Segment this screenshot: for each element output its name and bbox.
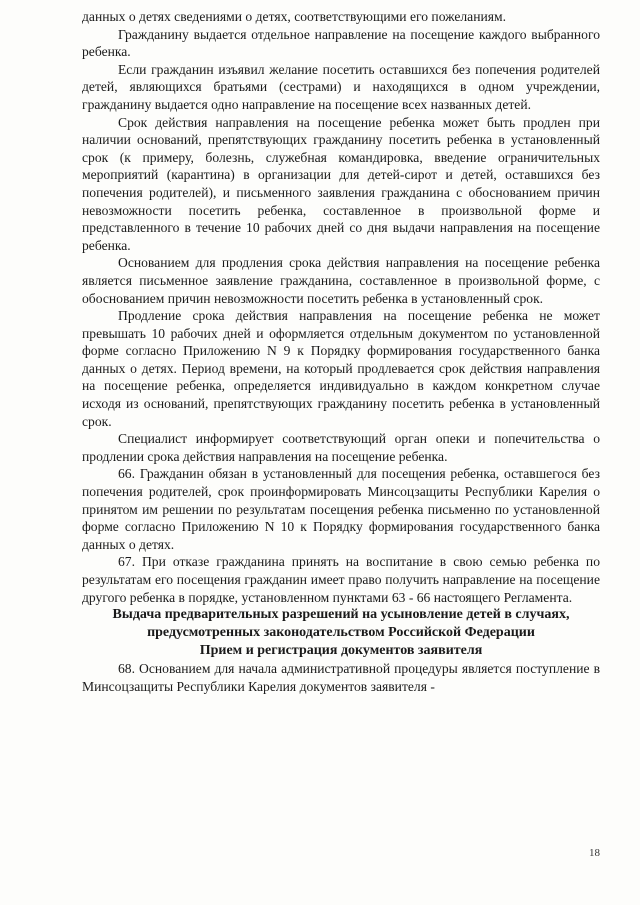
paragraph: Продление срока действия направления на посещение ребенка не может превышать 10 рабочих дней и оформляется отдельным документом по установленной форме согласно Приложению N 9 к Порядку формирования государственного банка данных о детях. Период времени, на который продлевается срок действия направления на посещение ребенка, определяется индивидуально в каждом конкретном случае исходя из оснований, препятствующих гражданину посетить ребенка в установленный срок.	[82, 308, 600, 429]
paragraph: Основанием для продления срока действия направления на посещение ребенка является письменное заявление гражданина, составленное в произвольной форме, с обоснованием причин невозможности посетить ребенка в установленный срок.	[82, 255, 600, 306]
paragraph: 67. При отказе гражданина принять на воспитание в свою семью ребенка по результатам его посещения гражданин имеет право получить направление на посещение другого ребенка в порядке, установленном пунктами 63 - 66 настоящего Регламента.	[82, 554, 600, 605]
paragraph: данных о детях сведениями о детях, соответствующими его пожеланиям.	[82, 9, 507, 24]
paragraph: 66. Гражданин обязан в установленный для посещения ребенка, оставшегося без попечения родителей, срок проинформировать Минсоцзащиты Республики Карелия о принятом им решении по результатам посещения ребенка письменно по установленной форме согласно Приложению N 10 к Порядку формирования государственного банка данных о детях.	[82, 466, 600, 552]
subsection-heading: Прием и регистрация документов заявителя	[199, 643, 483, 659]
page-number: 18	[589, 847, 600, 859]
document-body	[82, 8, 600, 695]
paragraph: Гражданину выдается отдельное направление на посещение каждого выбранного ребенка.	[82, 26, 600, 60]
paragraph: Срок действия направления на посещение ребенка может быть продлен при наличии оснований, препятствующих гражданину посетить ребенка в установленный срок (к примеру, болезнь, служебная командировка, введение ограничительных мероприятий (карантина) в организации для детей-сирот и детей, оставшихся без попечения родителей), и письменного заявления гражданина с обоснованием причин невозможности посетить ребенка, составленное в произвольной форме и представленного в течение 10 рабочих дней со дня выдачи направления на посещение ребенка.	[82, 114, 600, 253]
paragraph: Если гражданин изъявил желание посетить оставшихся без попечения родителей детей, являющихся братьями (сестрами) и находящихся в одном учреждении, гражданину выдается одно направление на посещение всех названных детей.	[82, 61, 600, 112]
paragraph: Специалист информирует соответствующий орган опеки и попечительства о продлении срока действия направления на посещение ребенка.	[82, 431, 600, 464]
paragraph: 68. Основанием для начала административной процедуры является поступление в Минсоцзащиты Республики Карелия документов заявителя -	[82, 661, 600, 694]
section-heading: Выдача предварительных разрешений на усыновление детей в случаях, предусмотренных законодательством Российской Федерации	[112, 607, 570, 641]
